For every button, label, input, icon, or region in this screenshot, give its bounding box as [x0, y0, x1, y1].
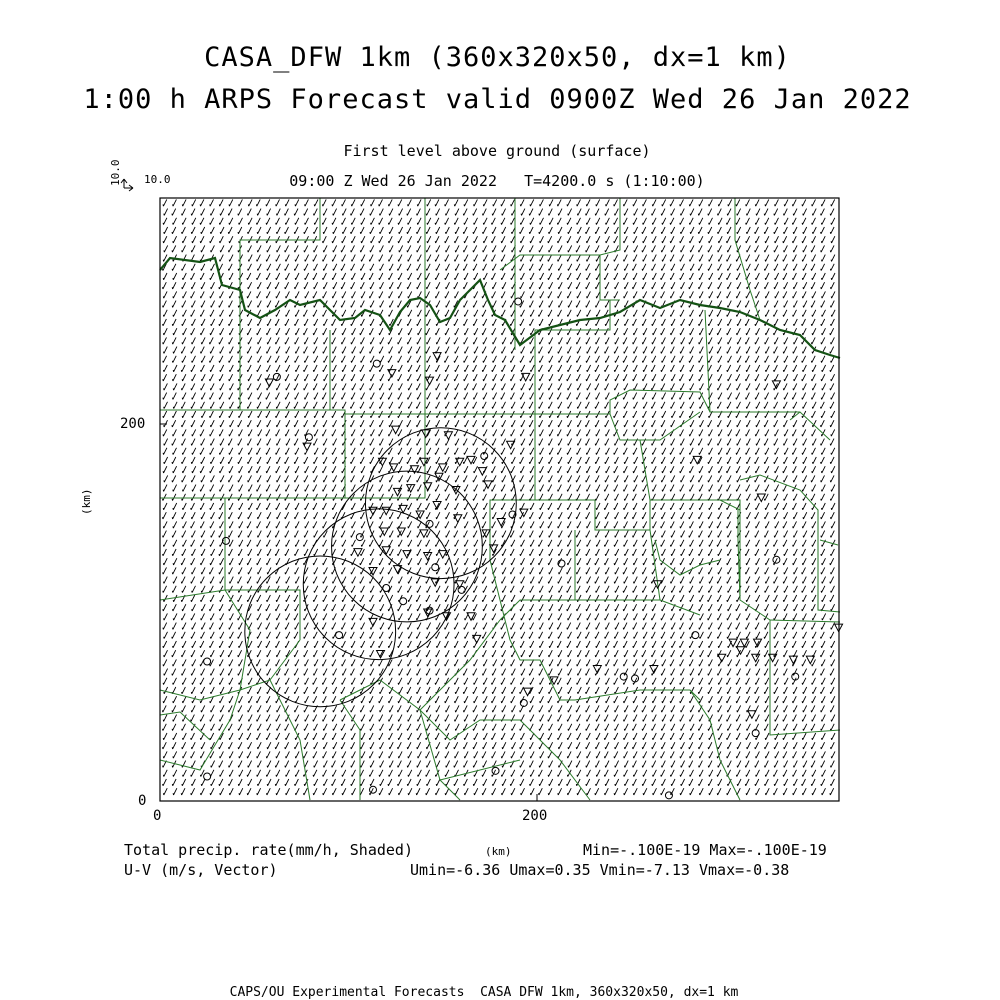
- station-circle-marker: [520, 699, 527, 706]
- reference-vector-y-label: 10.0: [109, 159, 122, 186]
- credit-line: CAPS/OU Experimental Forecasts CASA DFW 1km, 360x320x50, dx=1 km: [229, 985, 739, 1000]
- station-triangle-marker: [693, 456, 701, 464]
- station-triangle-marker: [439, 464, 447, 472]
- station-triangle-marker: [390, 464, 398, 472]
- precip-range-label: Min=-.100E-19 Max=-.100E-19: [583, 841, 827, 859]
- station-circle-marker: [665, 792, 672, 799]
- station-triangle-marker: [416, 511, 424, 518]
- y-tick-label-200: 200: [120, 416, 146, 432]
- field-2-label: U-V (m/s, Vector): [124, 861, 278, 879]
- station-triangle-marker: [757, 494, 765, 502]
- station-circle-marker: [305, 434, 312, 441]
- station-circle-marker: [515, 298, 522, 305]
- axis-ticks: [160, 424, 537, 801]
- station-triangle-marker: [806, 656, 814, 664]
- wind-vector-field: [162, 199, 835, 795]
- field-1-label: Total precip. rate(mm/h, Shaded): [124, 841, 413, 859]
- station-triangle-marker: [377, 650, 385, 658]
- y-tick-label-0: 0: [138, 793, 147, 809]
- station-circle-marker: [400, 598, 407, 605]
- station-circle-marker: [222, 537, 229, 544]
- y-axis-unit-label: (km): [80, 488, 93, 515]
- station-circle-marker: [204, 773, 211, 780]
- x-tick-label-200: 200: [522, 808, 548, 824]
- chart-title-line-2: 1:00 h ARPS Forecast valid 0900Z Wed 26 Jan 2022: [83, 84, 912, 115]
- station-triangle-marker: [520, 509, 528, 516]
- station-circle-marker: [432, 564, 439, 571]
- station-triangle-marker: [484, 481, 492, 489]
- station-circle-marker: [692, 632, 699, 639]
- x-axis-unit-label: (km): [485, 845, 512, 858]
- station-triangle-marker: [478, 468, 486, 476]
- station-circle-marker: [356, 534, 363, 541]
- station-triangle-marker: [754, 639, 762, 647]
- station-triangle-marker: [392, 426, 400, 434]
- station-triangle-marker: [497, 519, 505, 527]
- station-circle-marker: [336, 632, 343, 639]
- valid-time-label: 09:00 Z Wed 26 Jan 2022 T=4200.0 s (1:10:00): [289, 172, 705, 190]
- station-circle-marker: [204, 658, 211, 665]
- reference-vector-x-label: 10.0: [144, 173, 171, 186]
- station-triangle-marker: [490, 545, 498, 553]
- station-circle-marker: [383, 584, 390, 591]
- station-circle-marker: [620, 673, 627, 680]
- level-label: First level above ground (surface): [343, 142, 651, 160]
- wind-vectors: [162, 199, 835, 795]
- chart-title-line-1: CASA_DFW 1km (360x320x50, dx=1 km): [204, 42, 791, 73]
- station-triangle-marker: [394, 488, 402, 496]
- x-tick-label-0: 0: [153, 808, 162, 824]
- wind-range-label: Umin=-6.36 Umax=0.35 Vmin=-7.13 Vmax=-0.38: [410, 861, 790, 879]
- station-circle-marker: [373, 360, 380, 367]
- reference-vector-arrow: [121, 179, 133, 191]
- station-circle-marker: [752, 730, 759, 737]
